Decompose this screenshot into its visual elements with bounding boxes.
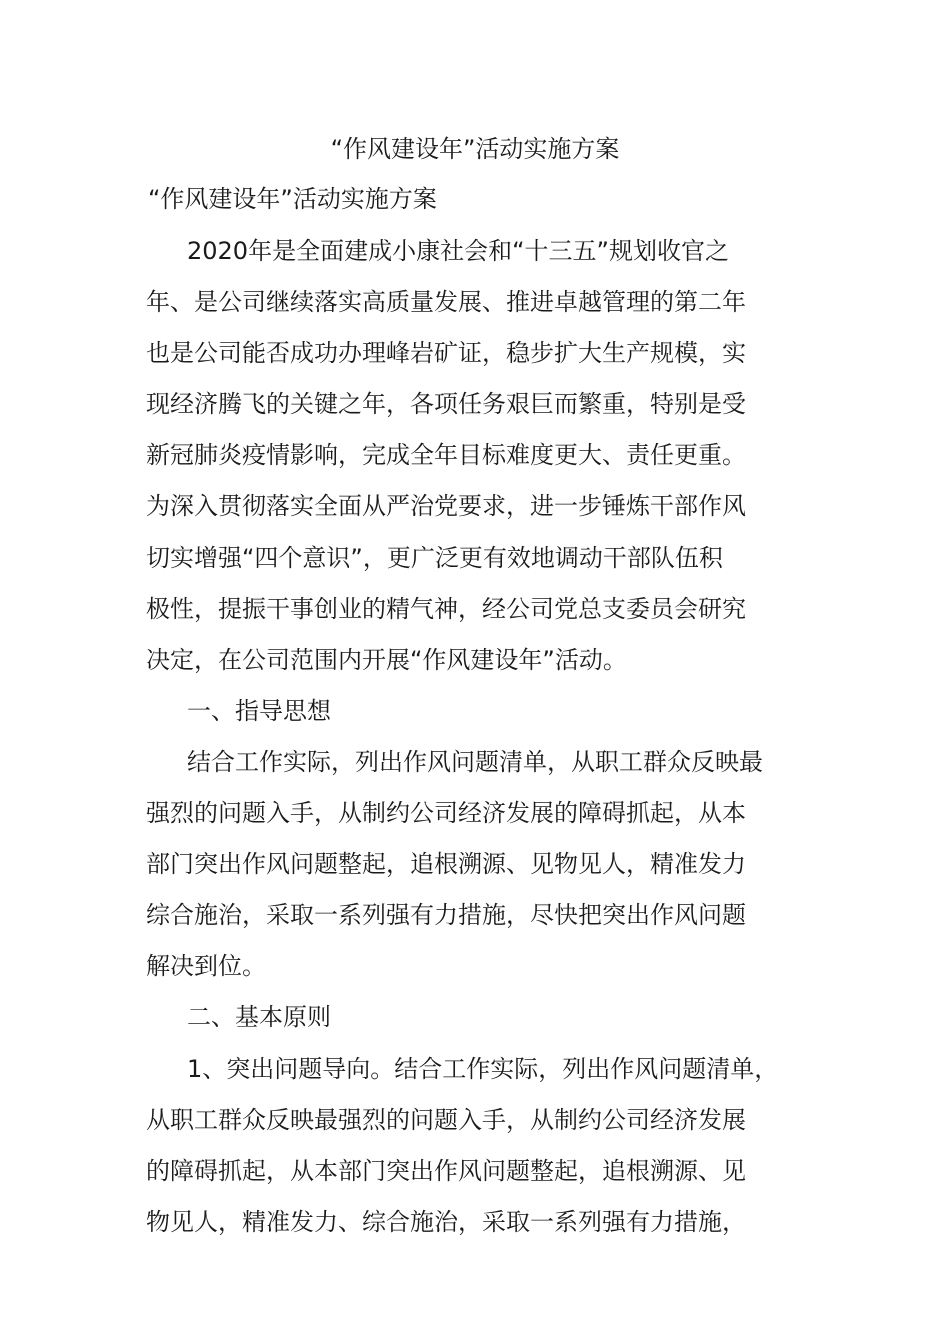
paragraph-line: 部门突出作风问题整起，追根溯源、见物见人，精准发力: [146, 850, 746, 879]
paragraph-line: 2020年是全面建成小康社会和“十三五”规划收官之: [187, 237, 729, 265]
paragraph-line: 解决到位。: [146, 952, 266, 981]
paragraph-line: 现经济腾飞的关键之年，各项任务艰巨而繁重，特别是受: [146, 390, 746, 419]
paragraph-line: 也是公司能否成功办理峰岩矿证，稳步扩大生产规模，实: [146, 339, 746, 368]
document-body: [0, 232, 950, 1254]
paragraph-line: 的障碍抓起，从本部门突出作风问题整起，追根溯源、见: [146, 1156, 746, 1185]
section-heading: 二、基本原则: [187, 1003, 331, 1032]
paragraph-line: 从职工群众反映最强烈的问题入手，从制约公司经济发展: [146, 1105, 746, 1134]
document-title: “作风建设年”活动实施方案: [330, 135, 620, 163]
section-heading: 一、指导思想: [187, 696, 331, 725]
paragraph-line: 决定，在公司范围内开展“作风建设年”活动。: [146, 645, 627, 674]
paragraph-line: 年、是公司继续落实高质量发展、推进卓越管理的第二年: [146, 288, 746, 317]
paragraph-line: 物见人，精准发力、综合施治，采取一系列强有力措施，: [146, 1207, 746, 1236]
paragraph-line: 1、突出问题导向。结合工作实际，列出作风问题清单，: [187, 1054, 779, 1083]
paragraph-line: 强烈的问题入手，从制约公司经济发展的障碍抓起，从本: [146, 799, 746, 828]
paragraph-line: 为深入贯彻落实全面从严治党要求，进一步锤炼干部作风: [146, 492, 746, 521]
paragraph-line: 极性，提振干事创业的精气神，经公司党总支委员会研究: [146, 594, 746, 623]
paragraph-line: 综合施治，采取一系列强有力措施，尽快把突出作风问题: [146, 901, 746, 930]
paragraph-line: 新冠肺炎疫情影响，完成全年目标难度更大、责任更重。: [146, 441, 746, 470]
document-subtitle: “作风建设年”活动实施方案: [148, 185, 437, 213]
paragraph-line: 切实增强“四个意识”，更广泛更有效地调动干部队伍积: [146, 543, 723, 572]
paragraph-line: 结合工作实际，列出作风问题清单，从职工群众反映最: [187, 747, 763, 776]
